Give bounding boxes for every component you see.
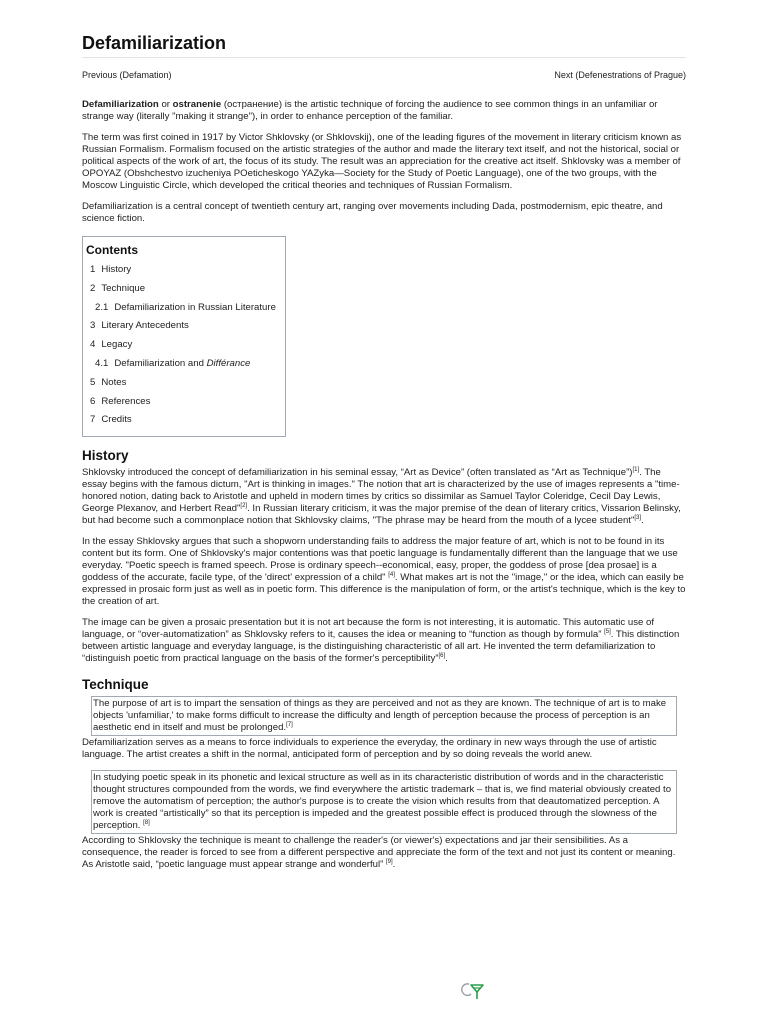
- technique-paragraph-1: Defamiliarization serves as a means to force individuals to experience the everyday, the ordinary in new ways through the use of artistic language. The artist creates a shift in the normal, anticipated form of perception and by so doing reveals the world anew.: [82, 737, 657, 760]
- quote-text: In studying poetic speak in its phonetic and lexical structure as well as in its characteristic distribution of words and in the characteristic thought structures compounded from the words, we find everywhere the artistic trademark – that is, we find material obviously created to remove the automatism of perception; the author's purpose is to create the vision which results from that deautomatized perception. A work is created “artistically” so that its perception is impeded and the greatest possible effect is produced through the slowness of the perception.: [93, 772, 672, 831]
- text: The image can be given a prosaic presentation but it is not art because the form is not interesting, it is automatic. This automatic use of language, or “over-automatization” as Shklovsky refers to it, causes the idea or meaning to “function as though by formula”: [82, 617, 655, 640]
- term-defamiliarization: Defamiliarization: [82, 99, 159, 110]
- blockquote-poetic-speech: [91, 770, 677, 834]
- section-heading-history: History: [82, 448, 129, 463]
- text: .: [392, 859, 396, 870]
- toc-item-technique[interactable]: [86, 280, 285, 299]
- section-heading-technique: Technique: [82, 677, 149, 692]
- text: In the essay Shklovsky argues that such a shopworn understanding fails to address the major feature of art, which is not to be found in its content but its form. One of Shklovsky's major contentions was that poetic language is fundamentally different than the language that we use everyday. "Poetic speech is framed speech. Prose is ordinary speech--economical, easy, proper, the goddess of prose [dea prosae] is a goddess of the accurate, facile type, of the 'direct' expression of a child": [82, 536, 678, 583]
- citation-link[interactable]: [1]: [632, 466, 640, 473]
- intro-or: or: [158, 99, 173, 110]
- term-ostranenie: ostranenie: [172, 99, 222, 110]
- toc-label: Technique: [101, 282, 146, 294]
- article: [82, 32, 686, 871]
- site-logo-icon: [458, 980, 486, 1002]
- toc-number: 4.1: [95, 357, 109, 369]
- toc-item-notes[interactable]: [86, 374, 285, 393]
- history-paragraph-3: [82, 617, 686, 665]
- intro-text: (остранение) is the artistic technique of forcing the audience to see common things in an unfamiliar or strange way (literally "making it strange"), in order to enhance perception of the familiar.: [82, 99, 658, 122]
- text: .: [445, 653, 448, 664]
- next-link[interactable]: Next (Defenestrations of Prague): [554, 70, 686, 80]
- toc-item-legacy[interactable]: [86, 336, 285, 355]
- page-title: Defamiliarization: [82, 32, 686, 58]
- history-paragraph-2: [82, 536, 686, 608]
- intro-paragraph: [82, 99, 686, 123]
- text: According to Shklovsky the technique is meant to challenge the reader's (or viewer's) expectations and jar their sensibilities. As a consequence, the reader is forced to see from a different perspective and appreciate the form of the text and not just its content or meaning. As Aristotle said, “poetic language must appear strange and wonderful”: [82, 835, 676, 870]
- toc-title: Contents: [86, 243, 138, 257]
- citation-link[interactable]: [7]: [286, 721, 293, 728]
- text: .: [641, 515, 644, 526]
- citation-link[interactable]: [4]: [388, 571, 395, 578]
- toc-number: 2: [90, 282, 96, 294]
- citation-link[interactable]: [9]: [385, 858, 393, 865]
- toc-number: 2.1: [95, 301, 109, 313]
- citation-link[interactable]: [5]: [604, 628, 611, 635]
- blockquote-purpose-of-art: [91, 696, 677, 736]
- toc-item-credits[interactable]: [86, 411, 285, 430]
- paragraph-origin: The term was first coined in 1917 by Victor Shklovsky (or Shklovskij), one of the leading figures of the movement in literary criticism known as Russian Formalism. Formalism focused on the artistic strategies of the author and made the literary text itself, and not the historical, social or political aspects of the work of art, the focus of its study. The result was an appreciation for the creative act itself. Shklovsky was a member of OPOYAZ (Obshchestvo izucheniya POeticheskogo YAZyka—Society for the Study of Poetic Language), one of the two groups, with the Moscow Linguistic Circle, which developed the critical theories and techniques of Russian Formalism.: [82, 132, 682, 191]
- toc-item-literary-antecedents[interactable]: [86, 317, 285, 336]
- toc-number: 1: [90, 264, 96, 275]
- citation-link[interactable]: [6]: [438, 652, 446, 659]
- toc-label: Legacy: [101, 339, 133, 351]
- toc-label: Literary Antecedents: [101, 320, 189, 332]
- toc-number: 5: [90, 376, 96, 388]
- technique-paragraph-2: [82, 835, 686, 871]
- citation-link[interactable]: [2]: [240, 502, 248, 509]
- text: . This distinction between artistic language and everyday language, is the distinguishing characteristic of all art. He invented the term defamiliarization to “distinguish poetic from practical language on the basis of the former's perceptibility”: [82, 629, 680, 664]
- paragraph-central-concept: Defamiliarization is a central concept of twentieth century art, ranging over movements including Dada, postmodernism, epic theatre, and science fiction.: [82, 201, 663, 224]
- previous-link[interactable]: Previous (Defamation): [82, 70, 172, 80]
- toc-item-history[interactable]: [86, 261, 285, 280]
- toc-label-italic: Différance: [206, 357, 251, 369]
- text: . The essay begins with the famous dictum, "Art is thinking in images." The notion that art is characterized by the use of images represents a "time-honored notion, dating back to Aristotle and upheld in modern times by critics so dissimilar as Samuel Taylor Coleridge, Cecil Day Lewis, George Plexanov, and Herbert Read": [82, 467, 680, 514]
- toc-number: 4: [90, 339, 96, 351]
- history-paragraph-1: [82, 467, 686, 527]
- site-logo-svg: [458, 980, 486, 1002]
- article-nav: [82, 69, 686, 81]
- text: . In Russian literary criticism, it was the major premise of the dean of literary critics, Vissarion Belinsky, but had become such a commonplace notion that Skhlovsky claims, "The phrase may be heard from the mouth of a lycee student": [82, 503, 681, 526]
- toc-label: References: [101, 395, 151, 407]
- toc-item-differance[interactable]: [86, 355, 285, 374]
- quote-text: The purpose of art is to impart the sensation of things as they are perceived and not as they are known. The technique of art is to make objects 'unfamiliar,' to make forms difficult to increase the difficulty and length of perception because the process of perception is an aesthetic end in itself and must be prolonged.: [93, 698, 667, 733]
- citation-link[interactable]: [8]: [143, 819, 150, 826]
- toc-label: Defamiliarization in Russian Literature: [114, 301, 276, 313]
- toc-item-references[interactable]: [86, 393, 285, 412]
- citation-link[interactable]: [3]: [634, 514, 642, 521]
- text: Shklovsky introduced the concept of defamiliarization in his seminal essay, “Art as Device” (often translated as “Art as Technique”): [82, 467, 633, 478]
- toc-number: 3: [90, 320, 96, 332]
- toc-label: Credits: [101, 414, 132, 426]
- toc-item-russian-literature[interactable]: [86, 299, 285, 318]
- toc-number: 7: [90, 414, 96, 426]
- text: . What makes art is not the "image," or the idea, which can easily be expressed in prosaic form just as well as in poetic form. This difference is the manipulation of form, or the artist's technique, which is the key to the creation of art.: [82, 572, 686, 607]
- toc-label: Notes: [101, 376, 127, 388]
- toc-number: 6: [90, 395, 96, 407]
- table-of-contents: [82, 236, 286, 437]
- toc-label: Defamiliarization and: [114, 357, 207, 369]
- toc-label: History: [101, 264, 132, 275]
